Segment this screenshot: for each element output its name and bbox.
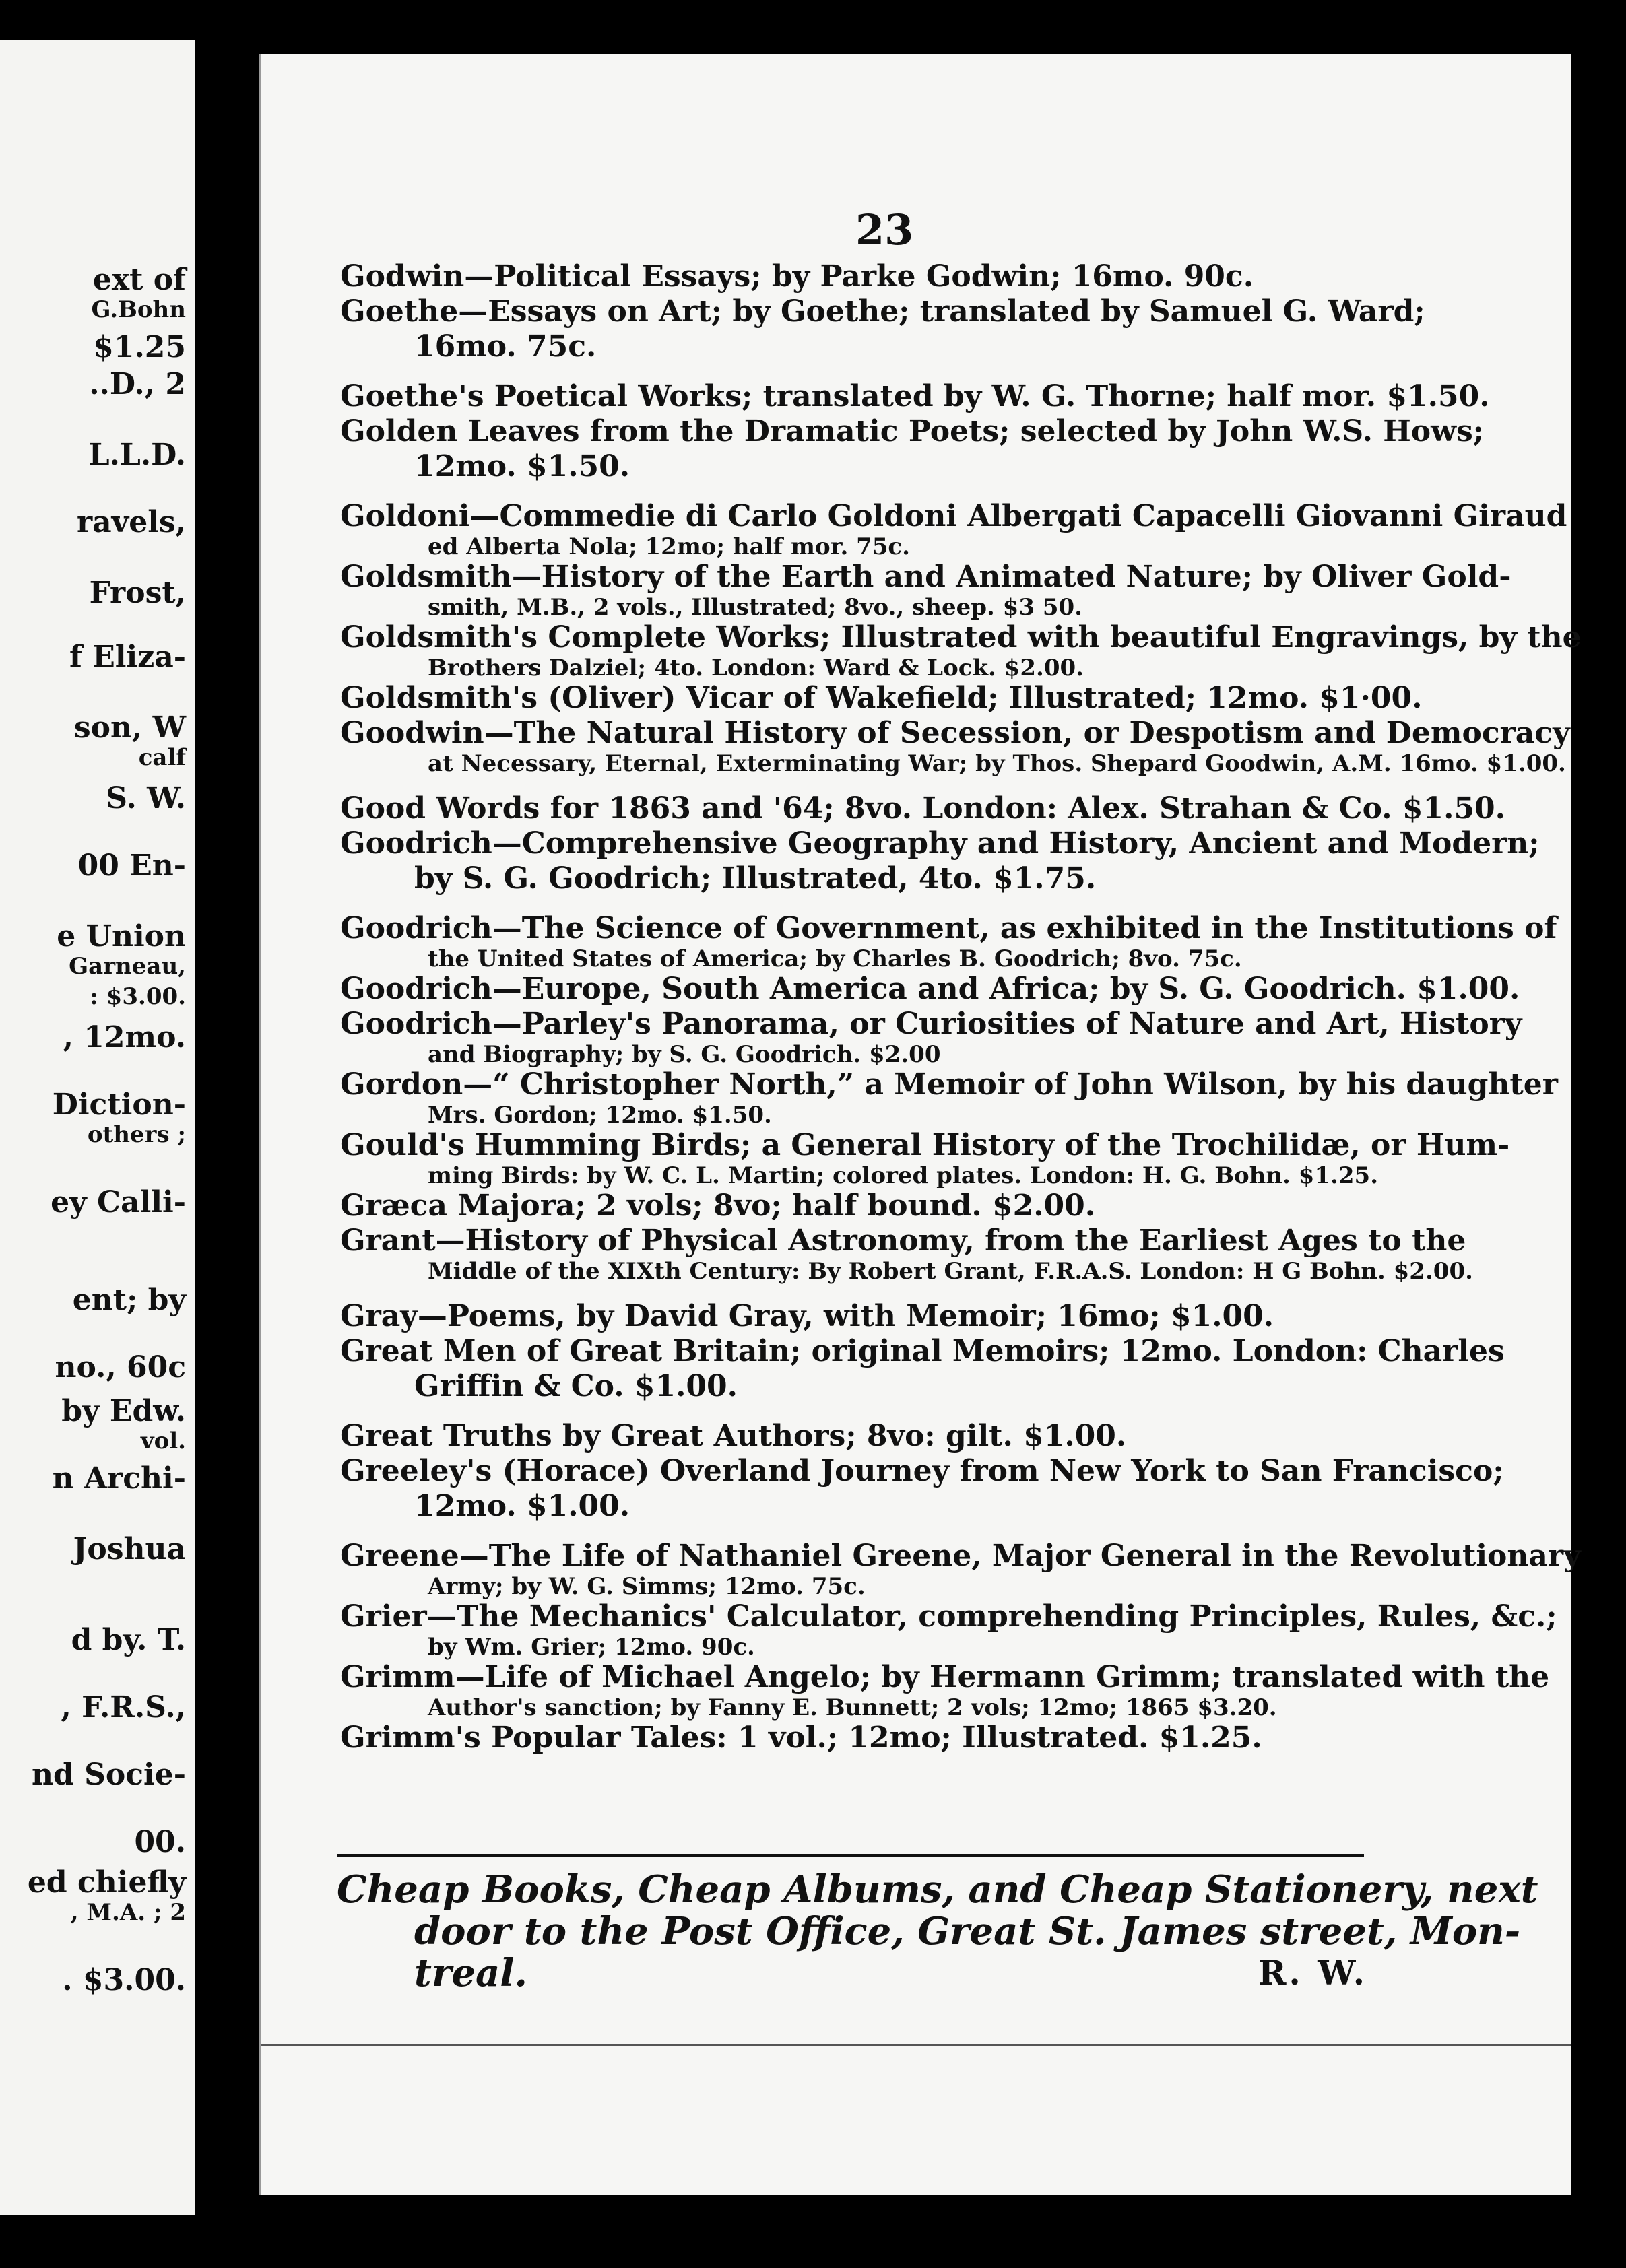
catalogue-entry bbox=[340, 1454, 1504, 1524]
catalogue-entry bbox=[340, 972, 1520, 1007]
left-page-text-fragment: vol. bbox=[140, 1428, 186, 1455]
catalogue-entry bbox=[340, 1721, 1384, 1756]
entry-title-line: Goodrich—Parley's Panorama, or Curiosities of Nature and Art, History bbox=[340, 1007, 1522, 1041]
entry-title-line: Goodrich—Europe, South America and Africa; by S. G. Goodrich. $1.00. bbox=[340, 972, 1520, 1006]
left-page-text-fragment: Diction- bbox=[52, 1088, 186, 1122]
left-page-text-fragment: ravels, bbox=[76, 505, 186, 539]
catalogue-entry bbox=[340, 1539, 1581, 1600]
catalogue-entry bbox=[340, 499, 1567, 560]
catalogue-entry bbox=[340, 1660, 1550, 1721]
entry-title-line: Good Words for 1863 and '64; 8vo. London: Alex. Strahan & Co. $1.50. bbox=[340, 791, 1505, 826]
catalogue-entry bbox=[340, 1299, 1384, 1334]
catalogue-entry bbox=[340, 1189, 1384, 1224]
entry-title-line: Grimm's Popular Tales: 1 vol.; 12mo; Illustrated. $1.25. bbox=[340, 1721, 1262, 1755]
left-page-text-fragment: G.Bohn bbox=[91, 296, 186, 323]
catalogue-entry bbox=[340, 414, 1485, 484]
catalogue-entry bbox=[340, 716, 1570, 777]
entry-title-line: Godwin—Political Essays; by Parke Godwin; 16mo. 90c. bbox=[340, 259, 1254, 294]
entry-title-line: Goodwin—The Natural History of Secession, or Despotism and Democracy bbox=[340, 716, 1570, 750]
page-number: 23 bbox=[855, 205, 914, 255]
entry-detail-line: smith, M.B., 2 vols., Illustrated; 8vo., sheep. $3 50. bbox=[428, 594, 1082, 621]
entry-detail-line: the United States of America; by Charles B. Goodrich; 8vo. 75c. bbox=[428, 945, 1242, 972]
advert-line-1: Cheap Books, Cheap Albums, and Cheap Stationery, next bbox=[337, 1867, 1538, 1912]
catalogue-entry bbox=[340, 826, 1540, 896]
left-page-text-fragment: Joshua bbox=[73, 1532, 186, 1566]
left-page-text-fragment: n Archi- bbox=[52, 1461, 186, 1496]
catalogue-entries bbox=[340, 259, 1582, 1756]
adjacent-page-fragment bbox=[0, 40, 195, 2215]
section-rule bbox=[337, 1854, 1364, 1857]
catalogue-entry bbox=[340, 560, 1511, 621]
advert-line-2: door to the Post Office, Great St. James street, Mon- bbox=[414, 1909, 1521, 1954]
advert-line-3 bbox=[337, 1952, 1367, 1994]
entry-detail-line: ming Birds: by W. C. L. Martin; colored plates. London: H. G. Bohn. $1.25. bbox=[428, 1162, 1379, 1189]
entry-title-line: Gordon—“ Christopher North,” a Memoir of John Wilson, by his daughter bbox=[340, 1067, 1558, 1102]
left-page-text-fragment: e Union bbox=[57, 919, 186, 954]
entry-detail-line: by S. G. Goodrich; Illustrated, 4to. $1.75. bbox=[414, 861, 1097, 896]
advert-signature: R. W. bbox=[1258, 1953, 1367, 1993]
entry-title-line: Goldsmith's Complete Works; Illustrated with beautiful Engravings, by the bbox=[340, 620, 1582, 655]
entry-detail-line: and Biography; by S. G. Goodrich. $2.00 bbox=[428, 1041, 941, 1068]
catalogue-entry bbox=[340, 1599, 1557, 1661]
entry-title-line: Græca Majora; 2 vols; 8vo; half bound. $2.00. bbox=[340, 1189, 1096, 1223]
entry-title-line: Goethe's Poetical Works; translated by W. G. Thorne; half mor. $1.50. bbox=[340, 379, 1490, 413]
entry-title-line: Gray—Poems, by David Gray, with Memoir; 16mo; $1.00. bbox=[340, 1299, 1274, 1333]
left-page-text-fragment: others ; bbox=[87, 1121, 186, 1148]
entry-title-line: Goldsmith's (Oliver) Vicar of Wakefield; Illustrated; 12mo. $1·00. bbox=[340, 681, 1423, 715]
entry-title-line: Goldoni—Commedie di Carlo Goldoni Albergati Capacelli Giovanni Giraud bbox=[340, 499, 1567, 533]
advert-line-3-text: treal. bbox=[414, 1951, 528, 1995]
catalogue-entry bbox=[340, 259, 1384, 294]
left-page-text-fragment: by Edw. bbox=[61, 1394, 186, 1428]
entry-detail-line: Griffin & Co. $1.00. bbox=[414, 1369, 738, 1403]
catalogue-entry bbox=[340, 1067, 1558, 1129]
entry-detail-line: Army; by W. G. Simms; 12mo. 75c. bbox=[428, 1573, 866, 1600]
catalogue-entry bbox=[340, 1334, 1505, 1404]
left-page-text-fragment: , F.R.S., bbox=[61, 1690, 186, 1725]
left-page-text-fragment: 00. bbox=[134, 1825, 186, 1859]
entry-title-line: Grimm—Life of Michael Angelo; by Hermann Grimm; translated with the bbox=[340, 1660, 1550, 1694]
left-page-text-fragment: 00 En- bbox=[77, 848, 186, 883]
left-page-text-fragment: , 12mo. bbox=[63, 1020, 186, 1055]
left-page-text-fragment: S. W. bbox=[106, 781, 186, 815]
left-page-text-fragment: calf bbox=[138, 744, 186, 771]
entry-detail-line: 12mo. $1.50. bbox=[414, 449, 630, 483]
left-page-text-fragment: ent; by bbox=[72, 1283, 186, 1317]
left-page-text-fragment: f Eliza- bbox=[69, 640, 186, 674]
left-page-text-fragment: ext of bbox=[92, 263, 186, 297]
entry-detail-line: Author's sanction; by Fanny E. Bunnett; 2 vols; 12mo; 1865 $3.20. bbox=[428, 1694, 1277, 1721]
left-page-text-fragment: son, W bbox=[73, 710, 186, 745]
left-page-text-fragment: : $3.00. bbox=[90, 983, 186, 1010]
entry-title-line: Grant—History of Physical Astronomy, from the Earliest Ages to the bbox=[340, 1224, 1466, 1258]
catalogue-entry bbox=[340, 620, 1582, 681]
entry-detail-line: ed Alberta Nola; 12mo; half mor. 75c. bbox=[428, 533, 910, 560]
left-page-text-fragment: . $3.00. bbox=[62, 1963, 186, 1997]
entry-detail-line: 16mo. 75c. bbox=[414, 329, 597, 364]
entry-title-line: Greene—The Life of Nathaniel Greene, Major General in the Revolutionary bbox=[340, 1539, 1581, 1573]
catalogue-entry bbox=[340, 911, 1557, 972]
catalogue-entry bbox=[340, 791, 1505, 826]
entry-title-line: Golden Leaves from the Dramatic Poets; selected by John W.S. Hows; bbox=[340, 414, 1485, 448]
catalogue-entry bbox=[340, 1224, 1473, 1285]
catalogue-entry bbox=[340, 379, 1490, 414]
catalogue-entry bbox=[340, 1419, 1384, 1454]
advertisement bbox=[337, 1867, 1538, 1995]
entry-title-line: Great Men of Great Britain; original Memoirs; 12mo. London: Charles bbox=[340, 1334, 1505, 1368]
left-page-text-fragment: , M.A. ; 2 bbox=[70, 1899, 186, 1926]
entry-title-line: Goodrich—Comprehensive Geography and History, Ancient and Modern; bbox=[340, 826, 1540, 861]
left-page-text-fragment: L.L.D. bbox=[88, 438, 186, 472]
entry-detail-line: Brothers Dalziel; 4to. London: Ward & Lock. $2.00. bbox=[428, 655, 1084, 681]
entry-title-line: Goldsmith—History of the Earth and Animated Nature; by Oliver Gold- bbox=[340, 560, 1511, 594]
entry-detail-line: Middle of the XIXth Century: By Robert Grant, F.R.A.S. London: H G Bohn. $2.00. bbox=[428, 1258, 1473, 1285]
entry-title-line: Gould's Humming Birds; a General History of the Trochilidæ, or Hum- bbox=[340, 1128, 1510, 1162]
entry-title-line: Goodrich—The Science of Government, as exhibited in the Institutions of bbox=[340, 911, 1557, 945]
entry-detail-line: 12mo. $1.00. bbox=[414, 1489, 630, 1523]
page-divider bbox=[261, 2044, 1571, 2046]
catalogue-entry bbox=[340, 681, 1423, 716]
catalogue-entry bbox=[340, 294, 1425, 364]
left-page-text-fragment: $1.25 bbox=[93, 330, 186, 364]
left-page-text-fragment: Garneau, bbox=[69, 953, 186, 980]
entry-title-line: Great Truths by Great Authors; 8vo: gilt. $1.00. bbox=[340, 1419, 1127, 1453]
entry-detail-line: Mrs. Gordon; 12mo. $1.50. bbox=[428, 1102, 772, 1129]
left-page-text-fragment: ed chiefly bbox=[27, 1865, 186, 1900]
left-page-text-fragment: no., 60c bbox=[55, 1350, 186, 1385]
left-page-text-fragment: ..D., 2 bbox=[89, 367, 186, 401]
catalogue-entry bbox=[340, 1007, 1522, 1068]
left-page-text-fragment: nd Socie- bbox=[32, 1758, 186, 1792]
left-page-text-fragment: Frost, bbox=[89, 576, 186, 610]
entry-title-line: Goethe—Essays on Art; by Goethe; translated by Samuel G. Ward; bbox=[340, 294, 1425, 329]
entry-detail-line: at Necessary, Eternal, Exterminating War; by Thos. Shepard Goodwin, A.M. 16mo. $1.00. bbox=[428, 750, 1566, 777]
left-page-text-fragment: ey Calli- bbox=[51, 1185, 186, 1220]
entry-title-line: Greeley's (Horace) Overland Journey from New York to San Francisco; bbox=[340, 1454, 1504, 1488]
entry-title-line: Grier—The Mechanics' Calculator, comprehending Principles, Rules, &c.; bbox=[340, 1599, 1557, 1634]
left-page-text-fragment: d by. T. bbox=[71, 1623, 186, 1657]
entry-detail-line: by Wm. Grier; 12mo. 90c. bbox=[428, 1634, 755, 1661]
catalogue-entry bbox=[340, 1128, 1510, 1189]
